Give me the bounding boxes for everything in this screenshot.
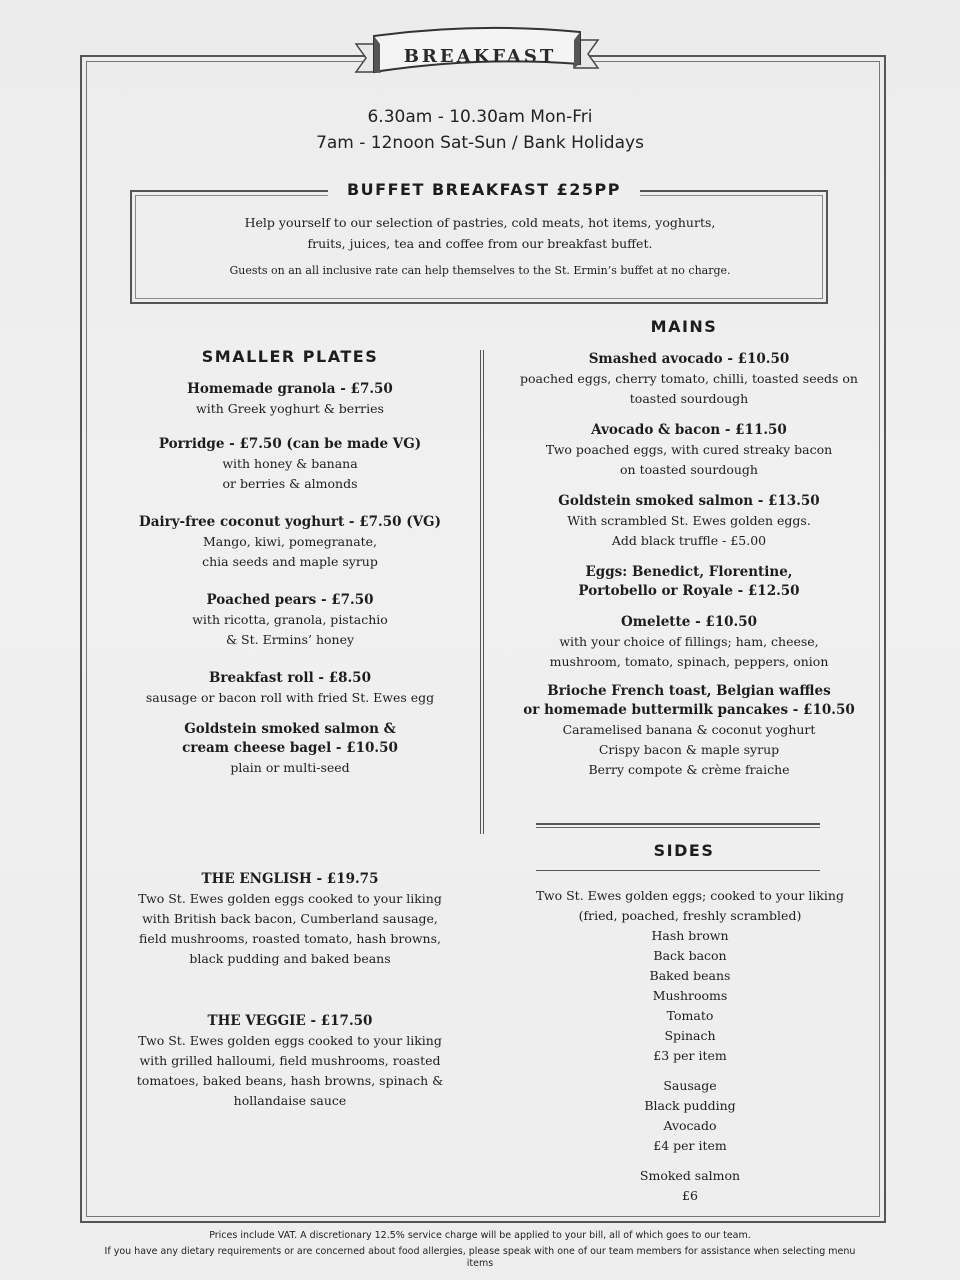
side-item: £6: [682, 1188, 698, 1203]
side-item: £3 per item: [653, 1048, 727, 1063]
mains-item-desc: mushroom, tomato, spinach, peppers, onion: [549, 654, 829, 669]
sides-group: [500, 886, 880, 1066]
smaller_plates-item: [100, 435, 480, 494]
side-item: Hash brown: [651, 928, 729, 943]
smaller_plates-item-desc: or berries & almonds: [222, 476, 358, 491]
footer-vat-note: Prices include VAT. A discretionary 12.5% service charge will be applied to your bill, all of which goes to our team.: [209, 1230, 751, 1241]
smaller_plates-item: [100, 669, 480, 708]
buffet-title: BUFFET BREAKFAST £25PP: [328, 178, 640, 201]
desc-line: hollandaise sauce: [233, 1093, 347, 1108]
veggie-plate-desc: [100, 1031, 480, 1111]
mains-item-desc: Two poached eggs, with cured streaky bacon: [545, 442, 833, 457]
smaller_plates-item-desc: sausage or bacon roll with fried St. Ewes egg: [145, 690, 435, 705]
desc-line: Two St. Ewes golden eggs cooked to your liking: [138, 1033, 442, 1048]
mains-item-desc: Caramelised banana & coconut yoghurt: [562, 722, 816, 737]
smaller_plates-item-name: Porridge - £7.50 (can be made VG): [158, 436, 422, 452]
desc-line: tomatoes, baked beans, hash browns, spinach &: [136, 1073, 444, 1088]
hours-weekend: 7am - 12noon Sat-Sun / Bank Holidays: [316, 133, 644, 153]
mains-list: [494, 350, 884, 780]
sides-group: [500, 1076, 880, 1156]
smaller_plates-item-desc: & St. Ermins’ honey: [225, 632, 355, 647]
smaller_plates-item-name: Homemade granola - £7.50: [187, 381, 393, 397]
footer-allergy-note: If you have any dietary requirements or are concerned about food allergies, please speak with one of our team members for assistance when selecting menu items: [104, 1246, 856, 1269]
mains-item: [494, 350, 884, 409]
veggie-plate: [100, 1012, 480, 1111]
mains-item-desc: Berry compote & crème fraiche: [588, 762, 790, 777]
smaller_plates-item: [100, 720, 480, 778]
hours-weekday: 6.30am - 10.30am Mon-Fri: [367, 107, 593, 127]
sides-title: SIDES: [653, 841, 715, 860]
mains-item-name: Omelette - £10.50: [620, 614, 758, 630]
mains-item-name: Goldstein smoked salmon - £13.50: [558, 493, 820, 509]
opening-hours: [200, 104, 760, 156]
smaller-plates-title: SMALLER PLATES: [201, 347, 379, 366]
english-plate: [100, 870, 480, 969]
smaller_plates-item-desc: plain or multi-seed: [230, 760, 350, 775]
mains-title: MAINS: [650, 317, 718, 336]
smaller_plates-item-name: Goldstein smoked salmon &: [184, 721, 396, 737]
side-item: Smoked salmon: [639, 1168, 741, 1183]
desc-line: black pudding and baked beans: [189, 951, 391, 966]
smaller_plates-item-name: cream cheese bagel - £10.50: [182, 740, 398, 756]
desc-line: with grilled halloumi, field mushrooms, roasted: [139, 1053, 441, 1068]
mains-item-desc: with your choice of fillings; ham, cheese,: [559, 634, 819, 649]
sides-list: [500, 886, 880, 1216]
mains-item-desc: poached eggs, cherry tomato, chilli, toasted seeds on: [520, 371, 858, 386]
mains-item-desc: Crispy bacon & maple syrup: [598, 742, 780, 757]
mains-item-desc: With scrambled St. Ewes golden eggs.: [567, 513, 811, 528]
mains-item-name: Avocado & bacon - £11.50: [591, 422, 787, 438]
mains-item-desc: toasted sourdough: [629, 391, 749, 406]
desc-line: field mushrooms, roasted tomato, hash browns,: [138, 931, 441, 946]
menu-title: BREAKFAST: [403, 46, 557, 67]
smaller_plates-item: [100, 513, 480, 572]
mains-item-name: Portobello or Royale - £12.50: [578, 583, 800, 599]
column-divider: [480, 350, 484, 834]
mains-item: [494, 682, 884, 780]
english-plate-desc: [100, 889, 480, 969]
side-item: Baked beans: [649, 968, 731, 983]
sides-title-underline: [536, 870, 820, 871]
footer-notes: [100, 1230, 860, 1270]
side-item: Black pudding: [644, 1098, 736, 1113]
buffet-description-line: Help yourself to our selection of pastries, cold meats, hot items, yoghurts,: [244, 215, 716, 230]
smaller_plates-item: [100, 591, 480, 650]
mains-item-name: Eggs: Benedict, Florentine,: [585, 564, 793, 580]
mains-item-name: or homemade buttermilk pancakes - £10.50: [523, 702, 855, 718]
mains-item-name: Smashed avocado - £10.50: [588, 351, 790, 367]
side-item: (fried, poached, freshly scrambled): [578, 908, 802, 923]
side-item: Tomato: [666, 1008, 714, 1023]
smaller_plates-item-desc: chia seeds and maple syrup: [202, 554, 378, 569]
english-plate-name: THE ENGLISH - £19.75: [201, 871, 379, 887]
mains-item: [494, 613, 884, 672]
smaller_plates-item: [100, 380, 480, 419]
smaller-plates-list: [100, 380, 480, 778]
desc-line: with British back bacon, Cumberland sausage,: [142, 911, 438, 926]
desc-line: Two St. Ewes golden eggs cooked to your liking: [138, 891, 442, 906]
smaller_plates-item-name: Dairy-free coconut yoghurt - £7.50 (VG): [139, 514, 441, 530]
mains-item-desc: on toasted sourdough: [620, 462, 758, 477]
smaller_plates-item-name: Poached pears - £7.50: [206, 592, 374, 608]
side-item: Mushrooms: [652, 988, 728, 1003]
veggie-plate-name: THE VEGGIE - £17.50: [207, 1013, 373, 1029]
side-item: Two St. Ewes golden eggs; cooked to your liking: [536, 888, 844, 903]
mains-item: [494, 563, 884, 601]
mains-item: [494, 492, 884, 551]
buffet-note: Guests on an all inclusive rate can help themselves to the St. Ermin’s buffet at no charge.: [229, 264, 731, 277]
mains-item: [494, 421, 884, 480]
mains-item-name: Brioche French toast, Belgian waffles: [547, 683, 831, 699]
smaller_plates-item-desc: Mango, kiwi, pomegranate,: [202, 534, 378, 549]
smaller_plates-item-desc: with Greek yoghurt & berries: [196, 401, 384, 416]
side-item: Spinach: [664, 1028, 716, 1043]
smaller_plates-item-desc: with honey & banana: [222, 456, 358, 471]
sides-group: [500, 1166, 880, 1206]
smaller_plates-item-desc: with ricotta, granola, pistachio: [192, 612, 388, 627]
buffet-description: [160, 212, 800, 254]
side-item: Avocado: [663, 1118, 717, 1133]
side-item: Back bacon: [653, 948, 727, 963]
side-item: Sausage: [663, 1078, 717, 1093]
mains-item-desc: Add black truffle - £5.00: [611, 533, 767, 548]
smaller_plates-item-name: Breakfast roll - £8.50: [209, 670, 371, 686]
sides-divider: [536, 823, 820, 828]
side-item: £4 per item: [653, 1138, 727, 1153]
buffet-description-line: fruits, juices, tea and coffee from our breakfast buffet.: [307, 236, 653, 251]
